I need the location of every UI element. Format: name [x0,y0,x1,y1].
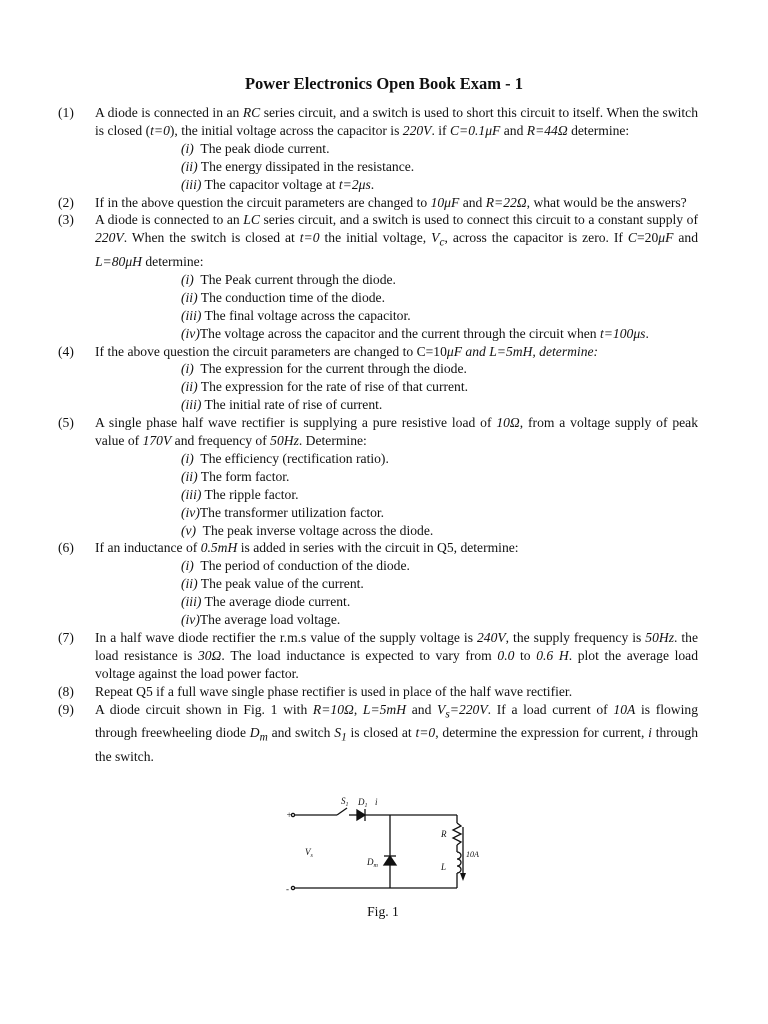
d1-label: $D_1$ [358,797,368,809]
question-number: (3) [58,212,74,228]
question-item [58,701,698,766]
sub-question: (iv)The voltage across the capacitor and the current through the circuit when t=100μs. [181,325,649,341]
figure-caption: Fig. 1 [367,904,399,919]
page-title: Power Electronics Open Book Exam - 1 [244,74,524,93]
question-item [58,414,698,539]
question-text: A diode is connected in an RC series circuit, and a switch is used to short this circuit to itself. When the switch is closed (t=0), the initial voltage across the capacitor is 220V. if C=0.1μF and R=44Ω determine: [95,105,699,138]
question-text: In a half wave diode rectifier the r.m.s value of the supply voltage is 240V, the supply frequency is 50Hz. the load resistance is 30Ω. The load inductance is expected to vary from 0.0 to 0.6 H. plot the average load voltage against the load power factor. [95,630,699,681]
question-item [58,343,698,415]
sub-question: (i) The period of conduction of the diode. [181,558,410,574]
inductor-l [457,852,461,873]
sub-question: (ii) The conduction time of the diode. [181,289,385,305]
diode-dm-body [384,856,396,865]
question-text: A diode is connected to an LC series circuit, and a switch is used to connect this circuit to a constant supply of 220V. When the switch is closed at t=0 the initial voltage, $V_c$, across the capacitor is zero. If C=20μF and L=80μH determine: [95,212,698,269]
sub-question: (i) The peak diode current. [181,140,330,156]
question-item [58,629,698,683]
question-text: If in the above question the circuit parameters are changed to 10μF and R=22Ω, what would be the answers? [95,194,687,210]
sub-question: (iv)The average load voltage. [181,612,341,628]
question-item [58,539,698,629]
question-number: (4) [58,343,74,359]
circuit-figure [285,795,479,915]
sub-question: (ii) The energy dissipated in the resistance. [181,158,415,174]
question-number: (6) [58,540,74,556]
sub-question: (iii) The initial rate of rise of current. [181,397,383,413]
question-number: (8) [58,683,74,699]
question-number: (5) [58,415,74,431]
diode-d1-body [357,810,365,820]
sub-question: (i) The Peak current through the diode. [181,271,396,287]
sub-question: (iii) The capacitor voltage at t=2μs. [181,176,375,192]
sub-question: (iv)The transformer utilization factor. [181,504,385,520]
switch-s1-blade [337,808,347,815]
question-text: A single phase half wave rectifier is supplying a pure resistive load of 10Ω, from a voltage supply of peak value of 170V and frequency of 50Hz. Determine: [95,415,698,449]
question-number: (9) [58,701,74,717]
minus-terminal-label: - [286,884,289,894]
question-text: A diode circuit shown in Fig. 1 with R=10Ω, L=5mH and $V_s=220V$. If a load current of 10A is flowing through freewheeling diode $D_m$ and switch $S_1$ is closed at t=0, determine the expression for current, i through the switch. [95,701,698,764]
l-label: L [441,862,447,872]
s1-label: $S_1$ [341,796,349,808]
sub-question: (i) The efficiency (rectification ratio). [181,450,389,466]
question-item [58,194,698,212]
question-text: If the above question the circuit parameters are changed to C=10μF and L=5mH, determine: [95,343,599,359]
sub-question: (i) The expression for the current through the diode. [181,361,467,377]
question-item [58,104,698,194]
question-item [58,683,698,701]
sub-question: (ii) The peak value of the current. [181,576,364,592]
sub-question: (ii) The form factor. [181,468,290,484]
i-label: i [375,797,378,807]
question-number: (1) [58,105,74,120]
sub-question: (v) The peak inverse voltage across the diode. [181,522,434,538]
vs-label: $V_s$ [305,847,313,859]
r-label: R [441,829,447,839]
question-number: (7) [58,630,74,645]
sub-question: (iii) The average diode current. [181,594,351,610]
resistor-r [453,823,461,845]
question-number: (2) [58,194,74,210]
question-item [58,211,698,342]
question-list [58,104,698,766]
question-text: If an inductance of 0.5mH is added in series with the circuit in Q5, determine: [95,540,519,556]
sub-question: (iii) The ripple factor. [181,486,299,502]
sub-question: (ii) The expression for the rate of rise of that current. [181,379,468,395]
current-10a-label: 10A [466,850,479,859]
question-text: Repeat Q5 if a full wave single phase rectifier is used in place of the half wave rectifier. [95,683,573,699]
dm-label: $D_m$ [367,857,378,869]
plus-terminal-label: + [286,810,293,820]
current-arrow-head [460,873,466,881]
sub-question: (iii) The final voltage across the capacitor. [181,307,411,323]
